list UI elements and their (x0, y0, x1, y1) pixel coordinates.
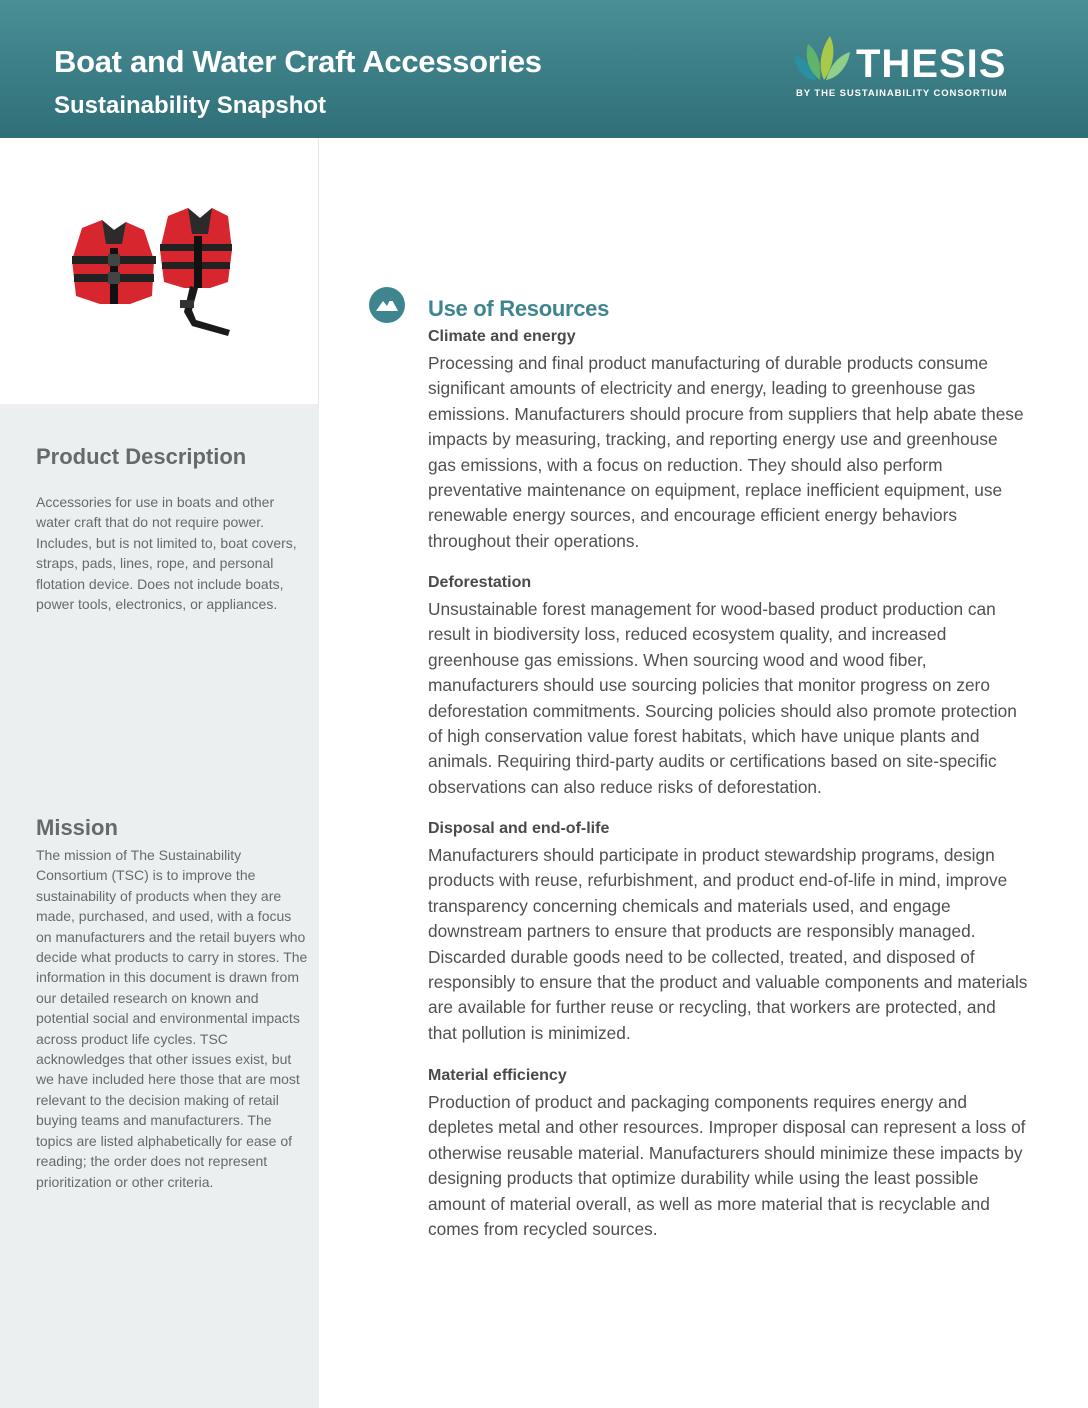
page-subtitle: Sustainability Snapshot (54, 92, 327, 119)
topic-heading: Climate and energy (428, 328, 576, 345)
mountain-icon (368, 286, 406, 324)
life-vests-image (60, 200, 250, 345)
logo-wordmark: THESIS (856, 42, 1007, 86)
topic-text: Production of product and packaging components requires energy and depletes metal and other resources. Improper disposal can represent a loss of otherwise reusable material. Manufacturers should minimize these impacts by designing products that optimize durability while using the least possible amount of material overall, as well as more material that is recyclable and comes from recycled sources. (428, 1092, 1026, 1240)
product-description-text: Accessories for use in boats and other water craft that do not require power. Includes, but is not limited to, boat covers, straps, pads, lines, rope, and personal flotation device. Does not include boats, power tools, electronics, or appliances. (36, 494, 297, 613)
topic-text: Processing and final product manufacturing of durable products consume significant amounts of electricity and energy, leading to greenhouse gas emissions. Manufacturers should procure from suppliers that help abate these impacts by measuring, tracking, and reporting energy use and greenhouse gas emissions, with a focus on reduction. They should also perform preventative maintenance on equipment, replace inefficient equipment, use renewable energy sources, and encourage efficient energy behaviors throughout their operations. (428, 353, 1024, 551)
topic-heading: Disposal and end-of-life (428, 820, 610, 837)
topic-text: Manufacturers should participate in product stewardship programs, design products with reuse, refurbishment, and product end-of-life in mind, improve transparency concerning chemicals and materials used, and engage downstream partners to ensure that products are responsibly managed. Discarded durable goods need to be collected, treated, and disposed of responsibly to ensure that the product and valuable components and materials are available for further reuse or recycling, that workers are protected, and that pollution is minimized. (428, 845, 1028, 1043)
topic-climate-energy (428, 327, 1028, 554)
topic-material-efficiency (428, 1066, 1028, 1242)
topic-deforestation (428, 573, 1028, 800)
mission-text: The mission of The Sustainability Consortium (TSC) is to improve the sustainability of products when they are made, purchased, and used, with a focus on manufacturers and the retail buyers who decide what products to carry in stores. The information in this document is drawn from our detailed research on known and potential social and environmental impacts across product life cycles. TSC acknowledges that other issues exist, but we have included here those that are most relevant to the decision making of retail buying teams and manufacturers. The topics are listed alphabetically for ease of reading; the order does not represent prioritization or other criteria. (36, 847, 308, 1190)
leaf-cluster-icon (790, 36, 854, 86)
top-divider (318, 138, 319, 404)
thesis-logo (790, 36, 1030, 106)
page-header (0, 0, 1088, 138)
topic-disposal-end-of-life (428, 819, 1028, 1046)
page-title: Boat and Water Craft Accessories (54, 44, 542, 79)
topic-text: Unsustainable forest management for wood-based product production can result in biodiversity loss, reduced ecosystem quality, and increased greenhouse gas emissions. When sourcing wood and wood fiber, manufacturers should use sourcing policies that monitor progress on zero deforestation commitments. Sourcing policies should also promote protection of high conservation value forest habitats, which have unique plants and animals. Requiring third-party audits or certifications based on site-specific observations can also reduce risks of deforestation. (428, 599, 1017, 797)
logo-tagline: BY THE SUSTAINABILITY CONSORTIUM (796, 88, 1008, 99)
product-description-heading: Product Description (36, 444, 247, 469)
mission-heading: Mission (36, 815, 118, 840)
topic-heading: Material efficiency (428, 1067, 567, 1084)
topic-heading: Deforestation (428, 574, 532, 591)
section-title: Use of Resources (428, 296, 610, 321)
